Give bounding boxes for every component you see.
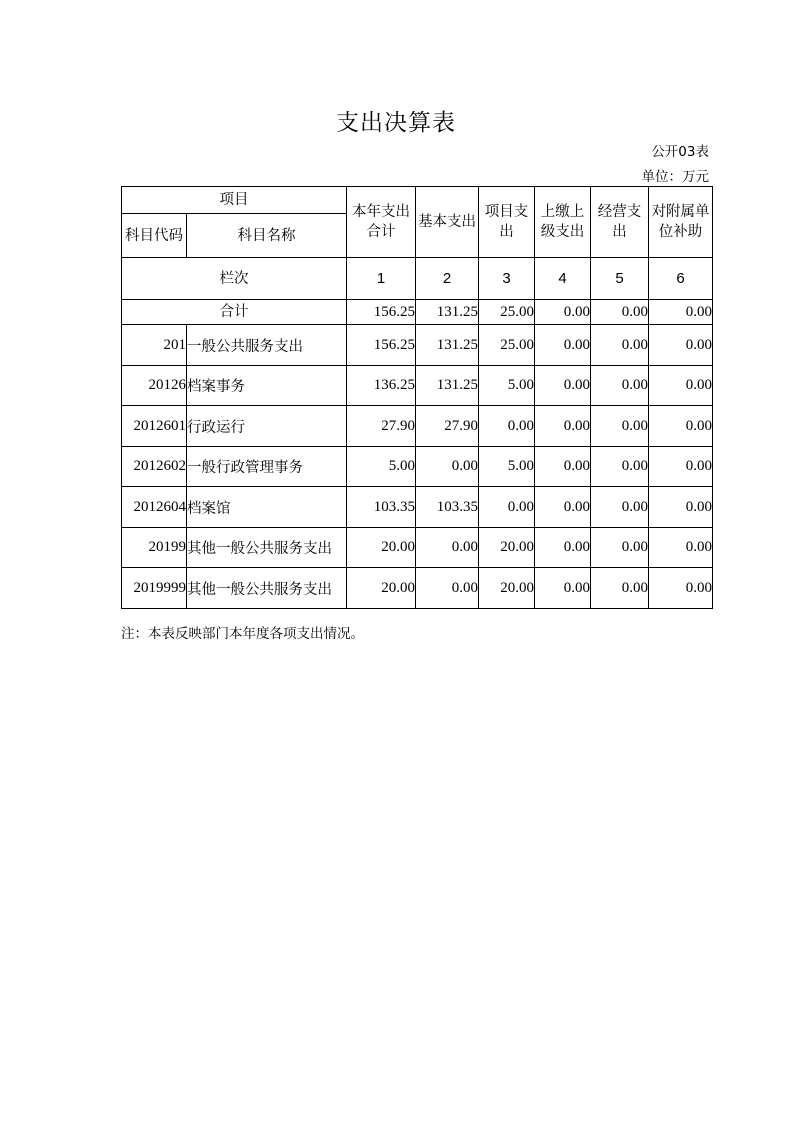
row-name: 其他一般公共服务支出 bbox=[187, 568, 347, 609]
total-row bbox=[122, 300, 713, 325]
table-row bbox=[122, 568, 713, 609]
header-col-1: 本年支出合计 bbox=[347, 187, 416, 258]
row-value: 0.00 bbox=[591, 366, 649, 406]
header-col-5: 经营支出 bbox=[591, 187, 649, 258]
page-title: 支出决算表 bbox=[336, 110, 456, 136]
row-value: 27.90 bbox=[347, 406, 416, 447]
header-col-3: 项目支出 bbox=[479, 187, 535, 258]
total-value: 0.00 bbox=[535, 300, 591, 325]
row-value: 20.00 bbox=[479, 568, 535, 609]
row-name: 档案馆 bbox=[187, 487, 347, 528]
row-value: 0.00 bbox=[479, 487, 535, 528]
unit-label: 单位：万元 bbox=[641, 169, 709, 185]
col-no-1: 1 bbox=[347, 258, 416, 300]
row-value: 103.35 bbox=[347, 487, 416, 528]
row-value: 0.00 bbox=[416, 528, 479, 568]
row-value: 131.25 bbox=[416, 325, 479, 366]
col-no-6: 6 bbox=[649, 258, 713, 300]
row-code: 20199 bbox=[122, 528, 187, 568]
row-name: 行政运行 bbox=[187, 406, 347, 447]
expenditure-table bbox=[121, 186, 713, 609]
table-row bbox=[122, 487, 713, 528]
table-row bbox=[122, 447, 713, 487]
row-value: 5.00 bbox=[347, 447, 416, 487]
row-value: 25.00 bbox=[479, 325, 535, 366]
form-code: 公开03表 bbox=[651, 144, 709, 160]
row-value: 0.00 bbox=[649, 366, 713, 406]
row-value: 0.00 bbox=[416, 447, 479, 487]
table-row bbox=[122, 406, 713, 447]
row-value: 156.25 bbox=[347, 325, 416, 366]
total-value: 25.00 bbox=[479, 300, 535, 325]
row-value: 0.00 bbox=[591, 447, 649, 487]
row-value: 0.00 bbox=[535, 487, 591, 528]
row-value: 20.00 bbox=[347, 528, 416, 568]
header-code: 科目代码 bbox=[122, 214, 187, 258]
row-code: 201 bbox=[122, 325, 187, 366]
row-value: 0.00 bbox=[535, 366, 591, 406]
row-value: 131.25 bbox=[416, 366, 479, 406]
row-code: 2019999 bbox=[122, 568, 187, 609]
total-value: 0.00 bbox=[591, 300, 649, 325]
header-col-2: 基本支出 bbox=[416, 187, 479, 258]
row-value: 0.00 bbox=[416, 568, 479, 609]
table-row bbox=[122, 366, 713, 406]
row-value: 0.00 bbox=[649, 325, 713, 366]
total-value: 0.00 bbox=[649, 300, 713, 325]
row-code: 2012604 bbox=[122, 487, 187, 528]
row-value: 20.00 bbox=[479, 528, 535, 568]
row-value: 0.00 bbox=[649, 406, 713, 447]
col-no-2: 2 bbox=[416, 258, 479, 300]
row-value: 0.00 bbox=[649, 487, 713, 528]
row-name: 档案事务 bbox=[187, 366, 347, 406]
table-row bbox=[122, 325, 713, 366]
row-code: 20126 bbox=[122, 366, 187, 406]
row-name: 其他一般公共服务支出 bbox=[187, 528, 347, 568]
row-value: 0.00 bbox=[535, 325, 591, 366]
row-value: 136.25 bbox=[347, 366, 416, 406]
row-name: 一般行政管理事务 bbox=[187, 447, 347, 487]
row-value: 103.35 bbox=[416, 487, 479, 528]
row-value: 0.00 bbox=[479, 406, 535, 447]
total-value: 156.25 bbox=[347, 300, 416, 325]
footnote: 注：本表反映部门本年度各项支出情况。 bbox=[121, 626, 364, 642]
row-value: 5.00 bbox=[479, 447, 535, 487]
header-lanci: 栏次 bbox=[122, 258, 347, 300]
row-value: 20.00 bbox=[347, 568, 416, 609]
row-value: 27.90 bbox=[416, 406, 479, 447]
row-value: 0.00 bbox=[591, 568, 649, 609]
total-value: 131.25 bbox=[416, 300, 479, 325]
total-label: 合计 bbox=[122, 300, 347, 325]
row-value: 0.00 bbox=[535, 447, 591, 487]
row-value: 5.00 bbox=[479, 366, 535, 406]
row-value: 0.00 bbox=[535, 568, 591, 609]
row-value: 0.00 bbox=[591, 528, 649, 568]
col-no-5: 5 bbox=[591, 258, 649, 300]
row-value: 0.00 bbox=[591, 325, 649, 366]
col-no-3: 3 bbox=[479, 258, 535, 300]
row-name: 一般公共服务支出 bbox=[187, 325, 347, 366]
row-value: 0.00 bbox=[591, 487, 649, 528]
header-col-6: 对附属单位补助 bbox=[649, 187, 713, 258]
header-name: 科目名称 bbox=[187, 214, 347, 258]
row-value: 0.00 bbox=[649, 447, 713, 487]
row-value: 0.00 bbox=[535, 528, 591, 568]
row-value: 0.00 bbox=[649, 568, 713, 609]
table-row bbox=[122, 528, 713, 568]
row-code: 2012602 bbox=[122, 447, 187, 487]
row-value: 0.00 bbox=[649, 528, 713, 568]
header-project: 项目 bbox=[122, 187, 347, 214]
header-col-4: 上缴上级支出 bbox=[535, 187, 591, 258]
row-value: 0.00 bbox=[591, 406, 649, 447]
col-no-4: 4 bbox=[535, 258, 591, 300]
row-value: 0.00 bbox=[535, 406, 591, 447]
row-code: 2012601 bbox=[122, 406, 187, 447]
